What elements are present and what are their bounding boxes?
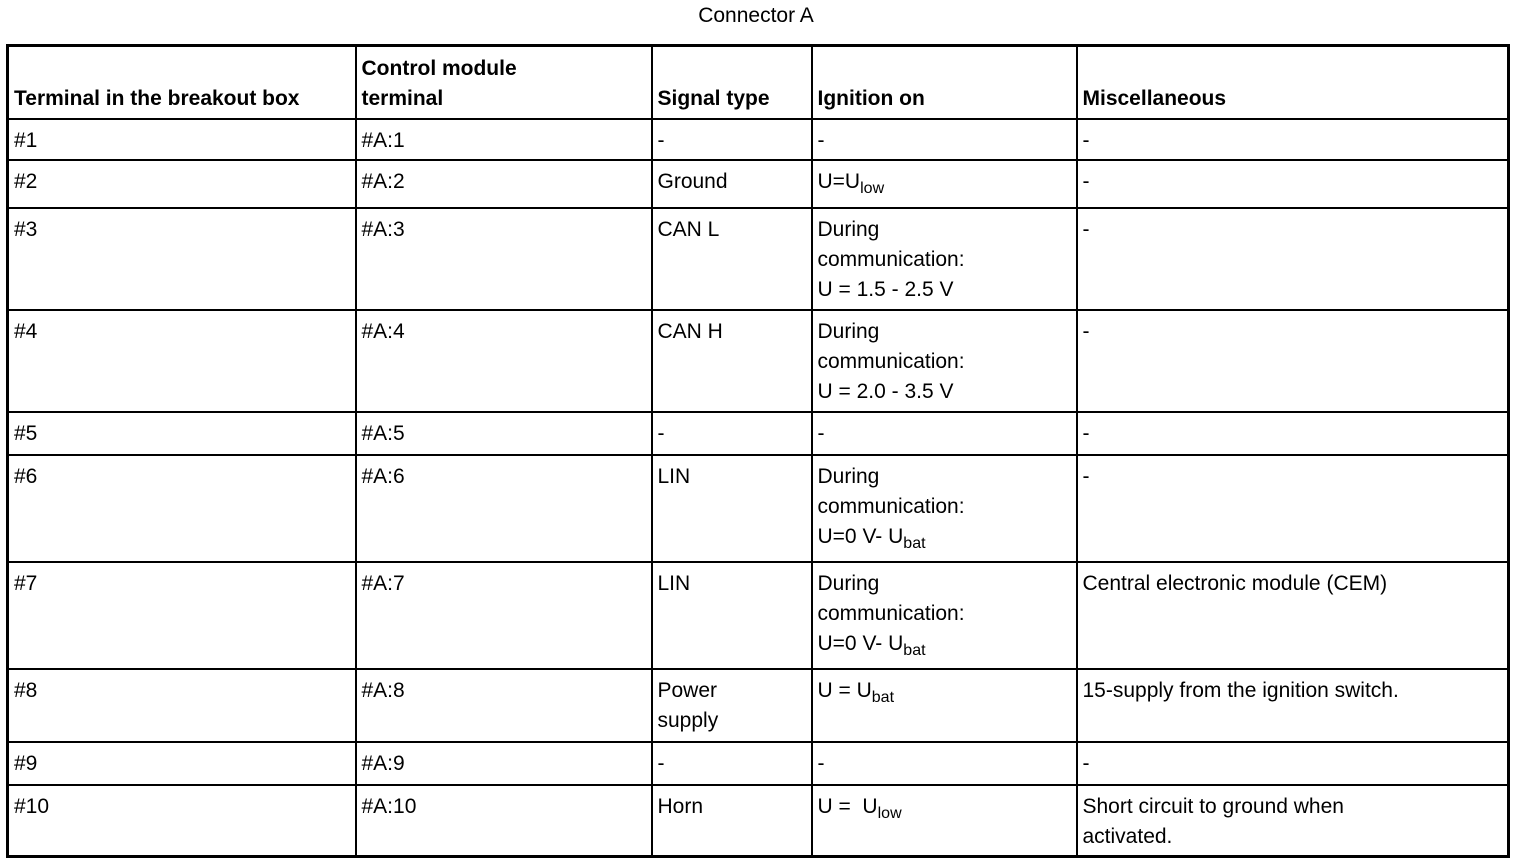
cell-module-terminal: #A:10 (356, 785, 652, 857)
cell-miscellaneous: - (1077, 310, 1509, 412)
cell-ignition-on (812, 669, 1077, 742)
cell-module-terminal: #A:4 (356, 310, 652, 412)
cell-signal-type: - (652, 119, 812, 160)
ignition-subscript: low (877, 804, 902, 822)
table-row (8, 562, 1509, 669)
cell-module-terminal: #A:1 (356, 119, 652, 160)
ignition-line (818, 245, 1071, 275)
ignition-text: During (817, 464, 880, 488)
cell-ignition-on (812, 455, 1077, 562)
cell-terminal: #1 (8, 119, 356, 160)
table-row (8, 412, 1509, 455)
cell-signal-type: - (652, 412, 812, 455)
ignition-text: communication: (817, 601, 965, 625)
ignition-text: U=0 V- U (817, 524, 904, 548)
cell-terminal: #2 (8, 160, 356, 208)
cell-miscellaneous: - (1077, 208, 1509, 310)
cell-module-terminal: #A:6 (356, 455, 652, 562)
ignition-text: communication: (817, 494, 965, 518)
header-terminal: Terminal in the breakout box (8, 46, 356, 119)
cell-terminal: #7 (8, 562, 356, 669)
cell-ignition-on (812, 208, 1077, 310)
cell-terminal: #3 (8, 208, 356, 310)
ignition-line (818, 215, 1071, 245)
cell-signal-type: Horn (652, 785, 812, 857)
ignition-line (818, 317, 1071, 347)
ignition-line (818, 676, 1071, 706)
cell-terminal: #8 (8, 669, 356, 742)
ignition-line (818, 492, 1071, 522)
ignition-line (818, 126, 1071, 156)
table-row (8, 669, 1509, 742)
header-ignition-on: Ignition on (812, 46, 1077, 119)
cell-terminal: #4 (8, 310, 356, 412)
ignition-subscript: low (860, 179, 885, 197)
header-module-terminal: Control module terminal (356, 46, 652, 119)
ignition-line (818, 377, 1071, 407)
ignition-text: U = 1.5 - 2.5 V (817, 277, 954, 301)
ignition-line (818, 599, 1071, 629)
cell-signal-type: Ground (652, 160, 812, 208)
connector-table (6, 44, 1510, 858)
cell-terminal: #5 (8, 412, 356, 455)
cell-module-terminal: #A:5 (356, 412, 652, 455)
ignition-text: - (817, 128, 825, 152)
ignition-subscript: bat (903, 641, 926, 659)
cell-ignition-on (812, 742, 1077, 785)
ignition-text: U = U (817, 678, 872, 702)
ignition-line (818, 275, 1071, 305)
cell-module-terminal: #A:3 (356, 208, 652, 310)
header-miscellaneous: Miscellaneous (1077, 46, 1509, 119)
table-row (8, 119, 1509, 160)
ignition-line (818, 462, 1071, 492)
ignition-line (818, 419, 1071, 449)
cell-miscellaneous: - (1077, 119, 1509, 160)
table-row (8, 208, 1509, 310)
ignition-line (818, 749, 1071, 779)
cell-miscellaneous: - (1077, 160, 1509, 208)
ignition-text: - (817, 421, 825, 445)
cell-ignition-on (812, 310, 1077, 412)
cell-miscellaneous: - (1077, 455, 1509, 562)
ignition-text: communication: (817, 349, 965, 373)
cell-signal-type: CAN H (652, 310, 812, 412)
ignition-line (818, 167, 1071, 197)
table-title: Connector A (698, 4, 814, 27)
cell-module-terminal: #A:2 (356, 160, 652, 208)
ignition-text: During (817, 217, 880, 241)
cell-ignition-on (812, 119, 1077, 160)
cell-terminal: #10 (8, 785, 356, 857)
ignition-subscript: bat (903, 534, 926, 552)
ignition-text: communication: (817, 247, 965, 271)
table-row (8, 785, 1509, 857)
table-row (8, 160, 1509, 208)
header-signal-type: Signal type (652, 46, 812, 119)
ignition-line (818, 569, 1071, 599)
table-row (8, 310, 1509, 412)
table-row (8, 742, 1509, 785)
header-row (8, 46, 1509, 119)
ignition-text: - (817, 751, 825, 775)
cell-signal-type: LIN (652, 562, 812, 669)
cell-signal-type: CAN L (652, 208, 812, 310)
cell-ignition-on (812, 412, 1077, 455)
ignition-text: During (817, 571, 880, 595)
ignition-text: U = 2.0 - 3.5 V (817, 379, 954, 403)
cell-signal-type: LIN (652, 455, 812, 562)
ignition-text: U = U (817, 794, 878, 818)
ignition-subscript: bat (871, 688, 895, 706)
cell-miscellaneous: Central electronic module (CEM) (1077, 562, 1509, 669)
cell-terminal: #9 (8, 742, 356, 785)
cell-ignition-on (812, 160, 1077, 208)
cell-terminal: #6 (8, 455, 356, 562)
ignition-line (818, 629, 1071, 659)
ignition-line (818, 792, 1071, 822)
cell-miscellaneous: - (1077, 412, 1509, 455)
ignition-text: U=U (817, 169, 861, 193)
cell-module-terminal: #A:8 (356, 669, 652, 742)
cell-module-terminal: #A:9 (356, 742, 652, 785)
cell-miscellaneous: Short circuit to ground when activated. (1077, 785, 1509, 857)
ignition-text: U=0 V- U (817, 631, 904, 655)
cell-ignition-on (812, 562, 1077, 669)
cell-miscellaneous: 15-supply from the ignition switch. (1077, 669, 1509, 742)
cell-module-terminal: #A:7 (356, 562, 652, 669)
table-row (8, 455, 1509, 562)
ignition-line (818, 347, 1071, 377)
ignition-text: During (817, 319, 880, 343)
cell-ignition-on (812, 785, 1077, 857)
cell-miscellaneous: - (1077, 742, 1509, 785)
cell-signal-type: - (652, 742, 812, 785)
cell-signal-type: Power supply (652, 669, 812, 742)
ignition-line (818, 522, 1071, 552)
